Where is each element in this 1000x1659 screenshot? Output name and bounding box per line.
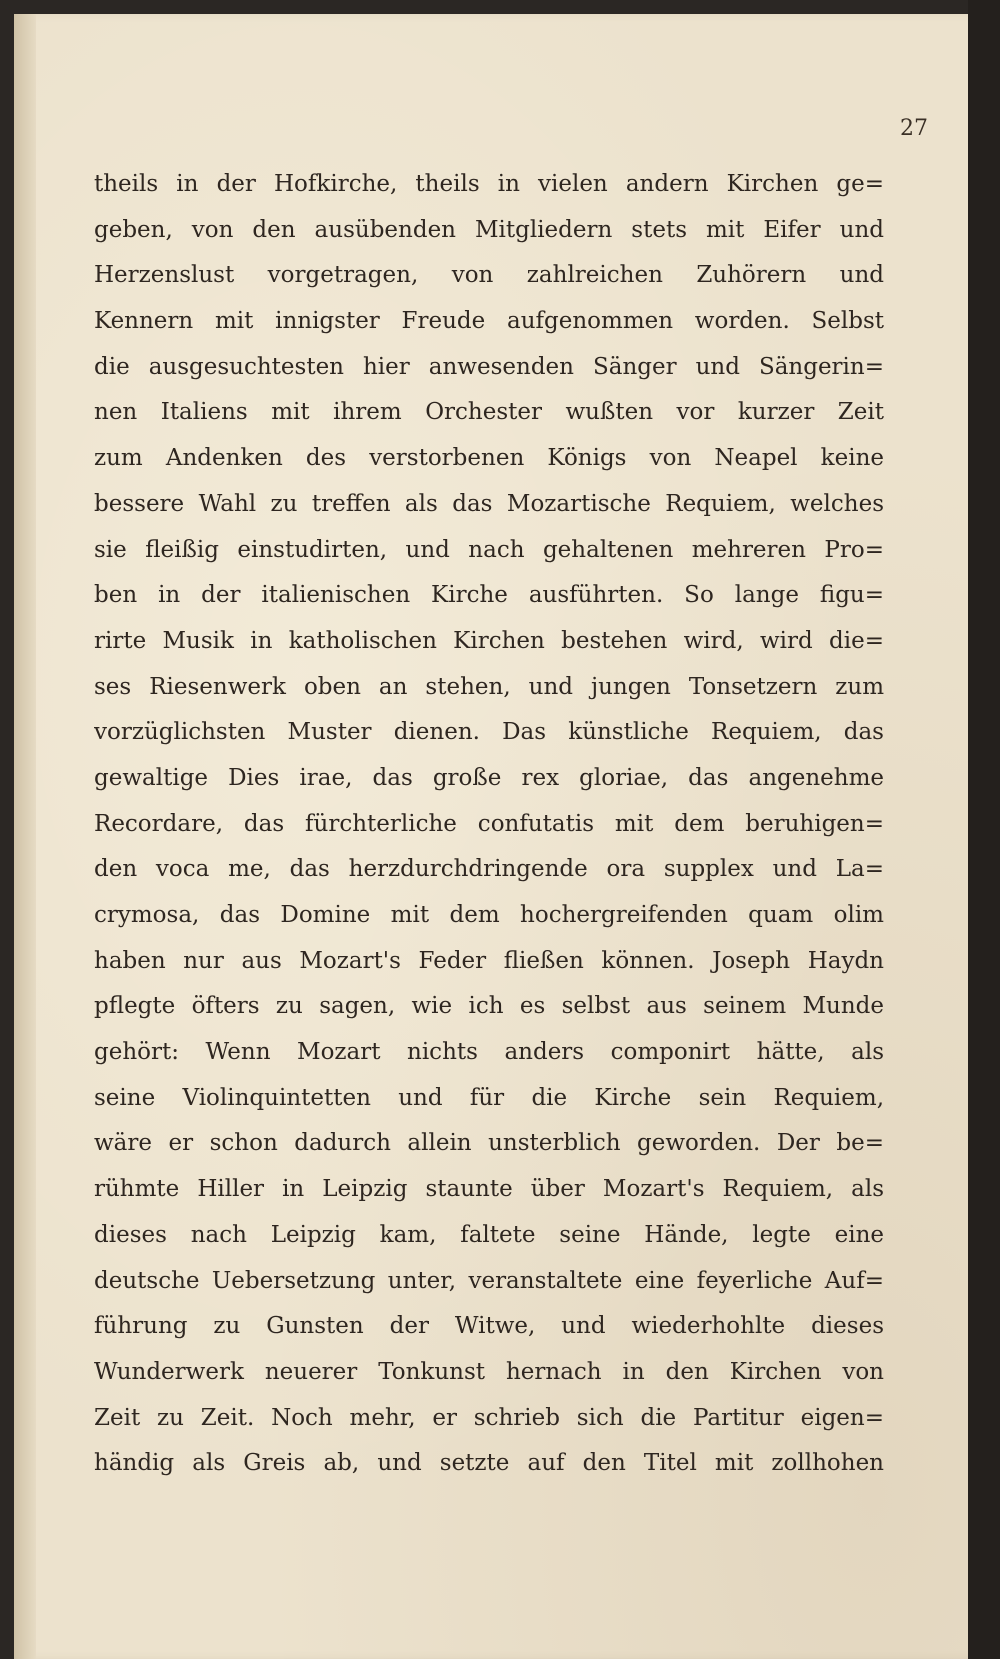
scan-edge (968, 0, 1000, 1659)
text-line: Zeit zu Zeit. Noch mehr, er schrieb sich die Partitur eigen= (94, 1404, 884, 1431)
page-number: 27 (900, 116, 928, 141)
text-line: gewaltige Dies irae, das große rex gloriae, das angenehme (94, 764, 884, 791)
text-line: wäre er schon dadurch allein unsterblich geworden. Der be= (94, 1130, 884, 1157)
text-line: bessere Wahl zu treffen als das Mozartische Requiem, welches (94, 490, 884, 517)
body-text (94, 162, 884, 1487)
text-line: Recordare, das fürchterliche confutatis mit dem beruhigen= (94, 810, 884, 837)
text-line: Herzenslust vorgetragen, von zahlreichen Zuhörern und (94, 262, 884, 289)
text-line: pflegte öfters zu sagen, wie ich es selbst aus seinem Munde (94, 993, 884, 1020)
text-line: vorzüglichsten Muster dienen. Das künstliche Requiem, das (94, 719, 884, 746)
book-page (14, 14, 968, 1659)
page-gutter (14, 14, 36, 1659)
text-line: rühmte Hiller in Leipzig staunte über Mozart's Requiem, als (94, 1176, 884, 1203)
text-line: crymosa, das Domine mit dem hochergreifenden quam olim (94, 902, 884, 928)
text-line: führung zu Gunsten der Witwe, und wiederhohlte dieses (94, 1313, 884, 1340)
text-line: dieses nach Leipzig kam, faltete seine Hände, legte eine (94, 1221, 884, 1248)
text-line: ben in der italienischen Kirche ausführten. So lange figu= (94, 582, 884, 609)
text-line: nen Italiens mit ihrem Orchester wußten vor kurzer Zeit (94, 399, 884, 426)
text-line: rirte Musik in katholischen Kirchen bestehen wird, wird die= (94, 627, 884, 654)
text-line: die ausgesuchtesten hier anwesenden Sänger und Sängerin= (94, 353, 884, 380)
text-line: Wunderwerk neuerer Tonkunst hernach in den Kirchen von (94, 1358, 884, 1385)
text-line: den voca me, das herzdurchdringende ora supplex und La= (94, 856, 884, 883)
text-line: ses Riesenwerk oben an stehen, und jungen Tonsetzern zum (94, 673, 884, 700)
text-line: gehört: Wenn Mozart nichts anders componirt hätte, als (94, 1039, 884, 1066)
text-line: seine Violinquintetten und für die Kirche sein Requiem, (94, 1084, 884, 1111)
text-line: zum Andenken des verstorbenen Königs von Neapel keine (94, 445, 884, 472)
text-line: deutsche Uebersetzung unter, veranstaltete eine feyerliche Auf= (94, 1267, 884, 1294)
text-line: haben nur aus Mozart's Feder fließen können. Joseph Haydn (94, 947, 884, 974)
text-line: Kennern mit innigster Freude aufgenommen worden. Selbst (94, 308, 884, 335)
text-line: händig als Greis ab, und setzte auf den Titel mit zollhohen (94, 1450, 884, 1477)
text-line: theils in der Hofkirche, theils in vielen andern Kirchen ge= (94, 171, 884, 197)
text-line: sie fleißig einstudirten, und nach gehaltenen mehreren Pro= (94, 536, 884, 563)
text-line: geben, von den ausübenden Mitgliedern stets mit Eifer und (94, 216, 884, 243)
